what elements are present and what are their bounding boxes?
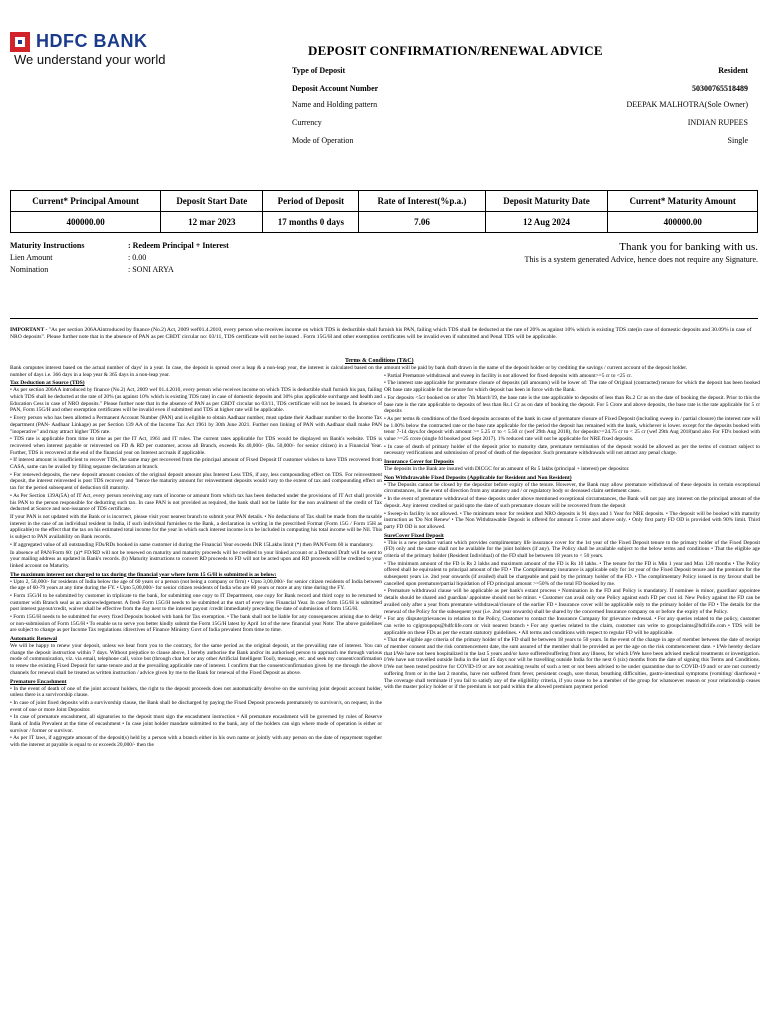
terms-paragraph: • Form 15G/H to be submitted by customer in triplicate to the bank, for submitting one copy to IT Department, one copy for Bank record and third copy to be returned to customer with Branch seal as an acknowledgement. A fresh Form 15G/H needs to be submitted at the start of every new Financial Year. In case form 15G/H is submitted post interest payout/credit, waiver shall be effective from the day next to the interest payout /credit immediately preceding the date of submission of form 15G/H. xyxy=(10,592,382,613)
terms-section-heading: Automatic Renewal xyxy=(10,636,58,643)
instruction-value: : Redeem Principal + Interest xyxy=(128,241,229,250)
terms-paragraph: • Sweep-in facility is not allowed. • The minimum tenor for resident and NRO deposits is 91 days and 1 Year for NRE deposits. • The deposit will be booked with maturity instruction as 'Do Not Renew' • The Non Withdrawable Deposit is offered for amount 5 crore and above only. • Only first party FD OD is provided with 90% limit. Third party FD OD is not allowed. xyxy=(384,510,760,530)
terms-paragraph: • The Deposits cannot be closed by the depositor before expiry of the tenure. However, the Bank may allow premature withdrawal of these deposits in certain exceptional circumstances, in the event of direction from any statutory and / or regulatory body or deceased claim settlement cases. xyxy=(384,481,760,495)
terms-paragraph: • In the event of death of one of the joint account holders, the right to the deposit proceeds does not automatically devolve on the surviving joint deposit account holder, unless there is a survivorship clause. xyxy=(10,685,382,699)
terms-paragraph: Bank computes interest based on the actual number of days' in a year. In case, the deposit is spread over a leap & a non-leap year, the interest is calculated based on the number of days i.e. 366 days in a leap year & 365 days in a non-leap year. xyxy=(10,365,382,378)
terms-section-heading: The maximum interest not charged to tax during the financial year where form 15 G/H is submitted is as below: xyxy=(10,571,277,578)
terms-paragraph: • As Per Section 139A(5A) of IT Act, every person receiving any sum of income or amount from which tax has been deducted under the provisions of IT Act shall provide his PAN to the person responsible for deducting such tax. In case PAN is not provided as required, the bank shall not be liable for the non availment of the credit of Tax deducted at Source and non-issuance of TDS certificate. xyxy=(10,492,382,513)
thank-you-message: Thank you for banking with us. xyxy=(619,241,758,253)
terms-paragraph: • In case of joint fixed deposits with a survivorship clause, the Bank shall be discharged by paying the Fixed Deposit proceeds prematurely to survivor/s, on request, in the event of one or more Joint Depositor. xyxy=(10,699,382,713)
instruction-label: Lien Amount xyxy=(10,253,53,262)
terms-paragraph: • In the event of premature withdrawal of these deposits under above mentioned exceptional circumstances, the Bank will not pay any interest on the principal amount of the deposit. Any interest credited or paid upto the date of such premature closure will be recovered from the deposit xyxy=(384,496,760,509)
terms-paragraph: • Form 15G/H needs to be submitted for every fixed Deposits booked with bank for Tax exemption. • The bank shall not be liable for any consequences arising due to delay or non-submission of Form 15G/H • To enable us to serve you better kindly submit the Form 15G/H latest by April 1st of the new financial year Note: The above guidelines are subject to change as per Income Tax regulations /directives of Finance Ministry Govt of India prevalent from time to time. xyxy=(10,614,382,634)
terms-paragraph: • If aggregated value of all outstanding FDs/RDs booked in same customer id during the Financial Year exceeds INR 15Lakhs limit (*) then PAN/Form 60 is mandatory. xyxy=(10,541,374,548)
terms-section-heading: Premature Encashment xyxy=(10,678,67,685)
terms-paragraph: • In case of death of primary holder of the deposit prior to maturity date, premature termination of the deposit would be allowed as per the terms of contract subject to necessary verifications and submission of proof of death of the depositor. Such premature withdrawals will not attract any penal charge. xyxy=(384,443,760,457)
instruction-row xyxy=(10,253,146,262)
meta-value: 50300765518489 xyxy=(692,84,748,93)
terms-paragraph: In absence of PAN/Form 60: (a)* FD/RD will not be renewed on maturity and maturity proceeds will be credited to your linked account or a Demand Draft will be sent to your mailing address as updated in Bank's records. (b) Maturity instructions to convert RD proceeds to FD will not be acted upon and RD proceeds will be credited to your linked account on Maturity. xyxy=(10,549,382,569)
terms-paragraph: • For any dispute/grievances in relation to the Policy, Customer to contact the Insurance Company for grievance redressal. • For any queries related to the policy, customer can write to cgigroupops@hdfclife.com or visit nearest branch • For any queries related to the claim, customer can write to groupclaims@hdfclife.com • TDS will be applicable on these FDs as per the extant statutory guidelines. • All terms and conditions with respect to regular FD will be applicable. xyxy=(384,616,760,636)
summary-value-cell: 7.06 xyxy=(359,212,485,233)
summary-value-cell: 12 Aug 2024 xyxy=(485,212,608,233)
summary-header-cell: Period of Deposit xyxy=(263,191,359,212)
summary-header-cell: Rate of Interest(%p.a.) xyxy=(359,191,485,212)
instruction-value: : 0.00 xyxy=(128,253,147,262)
meta-label: Type of Deposit xyxy=(292,66,346,75)
meta-label: Mode of Operation xyxy=(292,136,354,145)
terms-paragraph: • As per section 206AA introduced by finance (No.2) Act, 2009 wef 01.4.2010, every person who receives income on which TDS is deductible shall furnish his pan, failing which TDS shall be deducted at the rate of 20% (as against 10% which is existing TDS rate) in case of domestic deposits and 30% plus applicable surcharge and health and Education Cess in case of NRO deposits." Please further note that in the absence of PAN as per CBDT circular no 03/11, TDS certificate will not be issued. In absence of PAN, Form 15G/H and other exemption certificates will be invalid even if submitted and TDS at higher rate will be applicable. xyxy=(10,387,382,414)
terms-paragraph: amount will be paid by bank draft drawn in the name of the deposit holder or by crediting the savings / current account of the deposit holder. xyxy=(384,365,688,371)
instruction-row xyxy=(10,265,174,274)
terms-paragraph: If your PAN is not updated with the Bank or is incorrect, please visit your nearest branch to submit your PAN details. • No deductions of Tax shall be made from the taxable interest in the case of an individual resident in India, if such individual furnishes to the Bank, a declaration in writing in the prescribed Format (Form 15G / Form 15H as applicable) to the effect that the tax on his estimated total income for the year in which such interest income is to be included in computing his total income will be Nil. This is subject to PAN availability on Bank records. xyxy=(10,513,382,541)
terms-paragraph: • For deposits <5cr booked on or after 7th March'19, the base rate is the rate applicable to deposits of less than Rs.2 Cr as on the date of booking the deposit. Prior to this the base rate is the rate applicable to deposits of less than Rs.1 Cr as on date of booking the deposit. For 5 Crore and above deposits, the base rate is the rate applicable for 5 cr deposits xyxy=(384,394,760,415)
terms-paragraph: • Upto 2, 50,000/- for residents of India below the age of 60 years or a person (not being a company or firm) • Upto 3,00,000/- for senior citizen residents of India between the age of 60-79 years at any time during the FY. • Upto 5,00,000/- for senior citizen residents of India who are 80 years or more at any time during the FY. xyxy=(10,578,382,592)
divider xyxy=(10,318,758,319)
terms-paragraph: • Partial Premature withdrawal and sweep in facility is not allowed for fixed deposits with amount>=5 cr to <25 cr. xyxy=(384,372,632,379)
summary-value-row xyxy=(11,212,758,233)
instruction-label: Nomination xyxy=(10,265,49,274)
terms-paragraph: We will be happy to renew your deposit, unless we hear from you to the contrary, for the same period as the original deposit, at the prevailing rate of interest. You can change the deposit instruction within 7 days. Without prejudice to clause above, I hereby authorise the Bank and/or its authorised person to approach me through various mode of communication, viz. via email, telephone call, voice bot (through chat bot or any other Artificial Intelligent Tool), message, etc. and seek my consent/confirmation to renew the existing Fixed Deposit for same tenure and at the prevailing applicable rate of interest. I confirm that the consent/confirmation given by me through the above channels for renewal shall be treated as written instruction / advice given by me to the Bank for renewal of the Fixed Deposit as above. xyxy=(10,643,382,676)
important-label: IMPORTANT - xyxy=(10,327,48,333)
meta-label: Currency xyxy=(292,118,322,127)
bank-tagline: We understand your world xyxy=(14,52,166,67)
important-notice xyxy=(10,327,758,341)
instruction-label: Maturity Instructions xyxy=(10,241,85,250)
terms-paragraph: • Premature withdrawal clause will be applicable as per bank's extant process • Nomination in the FD and Policy is mandatory. If nominee is minor, guardian/ appointee details should be shared and guardian/ appointee should not be minor. • Customer can avail only one Policy against each FD per cust id. New Policy against the FD can be availed only after a year from premature withdrawal/closure of the earlier FD • Insurance cover will be applicable only to the primary holder of the FD • The details for the renewal of the Policy for the subsequent year (i.e. 2nd year onwards) shall be shared by the concerned Insurance company on or before the expiry of the Policy. xyxy=(384,588,760,615)
meta-value: Resident xyxy=(718,66,748,75)
important-text: "As per section 206AAintroduced by finance (No.2) Act, 2009 wef01.4.2010, every person who receives income on which TDS is deductible shall furnish his PAN, failing which TDS shall be deducted at the rate of 20% as against 10% which is existing TDS rate(in case of domestic deposits and 30.09% in case of NRO deposits". Please further note that in the absence of PAN as per CBDT circular no: 03/11, TDS certificate will not be issued . Form 15G/H and other exemption certificates will be invalid even if submitted and Penal TDS will be applicable. xyxy=(10,327,752,340)
hdfc-logo xyxy=(10,32,190,68)
terms-right-column xyxy=(384,365,760,1015)
summary-value-cell: 17 months 0 days xyxy=(263,212,359,233)
terms-paragraph: • As per IT laws, if aggregate amount of the deposit(s) held by a person with a branch either in his own name or jointly with any person on the date of repayment together with the interest at payable is equal to or exceeds 20,000/- then the xyxy=(10,735,382,749)
deposit-summary-table xyxy=(10,190,758,233)
meta-value: Single xyxy=(727,136,748,145)
terms-section-heading: Insurance Cover for Deposits xyxy=(384,459,454,466)
terms-section-heading: Non Withdrawable Fixed Deposits (Applicable for Resident and Non Resident) xyxy=(384,474,572,481)
meta-value: DEEPAK MALHOTRA(Sole Owner) xyxy=(626,100,748,109)
summary-header-cell: Deposit Start Date xyxy=(161,191,263,212)
bank-name: HDFC BANK xyxy=(36,31,148,51)
terms-paragraph: • This is a new product variant which provides complimentary life insurance cover for the 1st year of the Fixed Deposit tenure to the primary holder of the Fixed Deposit (FD) only and the same shall not be available for the joint holders (if any). The Policy shall be available subject to the below terms and conditions • That the eligible age criteria of the primary holder (Resident Individual) of the FD shall be between 18 years to < 50 years. xyxy=(384,539,760,559)
terms-paragraph: • In case of premature encashment, all signatories to the deposit must sign the encashment instruction • All premature encashment will be governed by rules of Reserve Bank of India Prevalent at the time of encashment • In case joint holder mandate submitted to the bank, any of the holders can sign where mode of operation is either or survivor / former or survivor. xyxy=(10,714,382,734)
system-generated-note: This is a system generated Advice, hence does not require any Signature. xyxy=(524,255,758,264)
terms-paragraph: • TDS rate is applicable from time to time as per the IT Act, 1961 and IT rules. The current rates applicable for TDS would be displayed on Bank's website. TDS is recovered when interest payable or reinvested on FD & RD per customer, across all Branch, exceeds Rs 40,000/- (Rs. 50,000/- for senior citizen) in a Financial Year. Further, TDS is recovered at the end of the financial year on Interest accruals if applicable. xyxy=(10,436,382,456)
terms-paragraph: • That the eligible age criteria of the primary holder of the FD shall be between 18 years to 50 years. In the event of the change in age of member between the date of receipt of member consent and the risk commencement date, the sum assured of the member shall be provided as per the age on the risk commencement date. • I/We hereby declare that I/We have not been hospitalized in the last 5 years and/or have suffered/suffering from any illness, for which I/We have been advised medical treatments or investigation. I/We have not travelled outside India in the last 45 days nor will be travelling outside India for the next 6 (six) months from the date of signing this Terms and Conditions. I/We not been tested positive for COVID-19 or are not awaiting results of such a test or not been advised to be under quarantine due to COVID-19 and/ or are not currently suffering from or in the last 2 months, have not suffered from fever, persistent cough, sore throat, breathing difficulties, gastro-intestinal symptoms (vomiting/ diarrhoea) • The coverage shall terminate if you fail to satisfy any of the eligibility criteria, if you cease to be a member of the group for whatsoever reason or your relationship ceases with the master policy holder or if the premium is not paid within the allowed premium payment period xyxy=(384,637,760,691)
instruction-row xyxy=(10,241,229,250)
instruction-value: : SONI ARYA xyxy=(128,265,174,274)
meta-value: INDIAN RUPEES xyxy=(687,118,748,127)
terms-section-heading: SureCover Fixed Deposit xyxy=(384,532,444,539)
summary-value-cell: 400000.00 xyxy=(11,212,161,233)
terms-section-heading: Tax Deduction at Source (TDS) xyxy=(10,380,85,387)
summary-header-row xyxy=(11,191,758,212)
terms-paragraph: • For renewed deposits, the new deposit amount consists of the original deposit amount plus Interest Less TDS, if any, less compounding effect on TDS. For reinvestment deposit, the interest reinvested is post TDS recovery and "hence the maturity amount for reinvestment deposits would vary to the extent of tax and compounding effect on tax for the period subsequent of deduction till maturity. xyxy=(10,471,382,492)
terms-paragraph: • The minimum amount of the FD is Rs 2 lakhs and maximum amount of the FD is Rs 10 lakhs. • The tenure for the FD is Min 1 year and Max 120 months • The Policy offered shall be equivalent to principal amount of the FD • The Complimentary insurance is applicable only for 1st year of the Fixed Deposit tenure and the premium for the subsequent years i.e. 2nd year onwards (if availed) shall be chargeable and paid by the primary holder of the FD. • The complimentary Policy issued in my favour shall be cancelled upon premature/partial liquidation of FD principal amount >=50% of the total FD booked by me. xyxy=(384,560,760,587)
terms-paragraph: • Every person who has been allotted a Permanent Account Number (PAN) and is eligible to obtain Aadhaar number, must update their Aadhaar number to the Income Tax department (PAN- Aadhaar Linkage) as per Section 139 AA of the Income Tax Act 1961 by 30th June 2021. Further non linking of PAN with Aadhaar shall make PAN "inoperative" and may attract higher TDS rate. xyxy=(10,415,382,435)
terms-paragraph: • If interest amount is insufficient to recover TDS, the same may get recovered from the principal amount of Fixed Deposit If customer wishes to have TDS recovered from CASA, same can be availed by filling separate declaration at branch. xyxy=(10,457,382,471)
document-title: DEPOSIT CONFIRMATION/RENEWAL ADVICE xyxy=(308,43,603,58)
summary-header-cell: Current* Maturity Amount xyxy=(608,191,758,212)
terms-paragraph: • As per terms & conditions of the fixed deposits accounts of the bank in case of premature closure of Fixed Deposit (including sweep in / partial closure) the interest rate will be 1.00% below the contracted rate or the base rate applicable for the period the deposit has remained with the bank, whichever is lower. except for the deposits booked with tenor 7-14 days.for deposit with amount >= 5.25 cr to < 5.50 cr (wef 29th Aug 2018), for deposits>=24.75 cr to < 25 cr (wef 29th Aug 2018)and also For FD's booked with value >=25 crore (single fd booked post Sept 2017). 1% reduced rate will not be applicable for NRE fixed deposits. xyxy=(384,415,760,443)
meta-label: Name and Holding pattern xyxy=(292,100,378,109)
summary-value-cell: 400000.00 xyxy=(608,212,758,233)
meta-label: Deposit Account Number xyxy=(292,84,379,93)
terms-paragraph: • The interest rate applicable for premature closure of deposits (all amounts) will be lower of: The rate of Original (contracted) tenure for which the deposit has been booked OR base rate applicable for the tenure for which deposit has been in force with the Bank. xyxy=(384,380,760,394)
summary-header-cell: Current* Principal Amount xyxy=(11,191,161,212)
hdfc-bank-logo-icon xyxy=(10,32,30,52)
summary-header-cell: Deposit Maturity Date xyxy=(485,191,608,212)
terms-paragraph: The deposits in the Bank are insured with DICGC for an amount of Rs 5 lakhs (principal + interest) per depositor. xyxy=(384,466,630,473)
terms-title: Terms & Conditions (T&C) xyxy=(345,358,414,364)
terms-left-column xyxy=(10,365,382,1015)
summary-value-cell: 12 mar 2023 xyxy=(161,212,263,233)
